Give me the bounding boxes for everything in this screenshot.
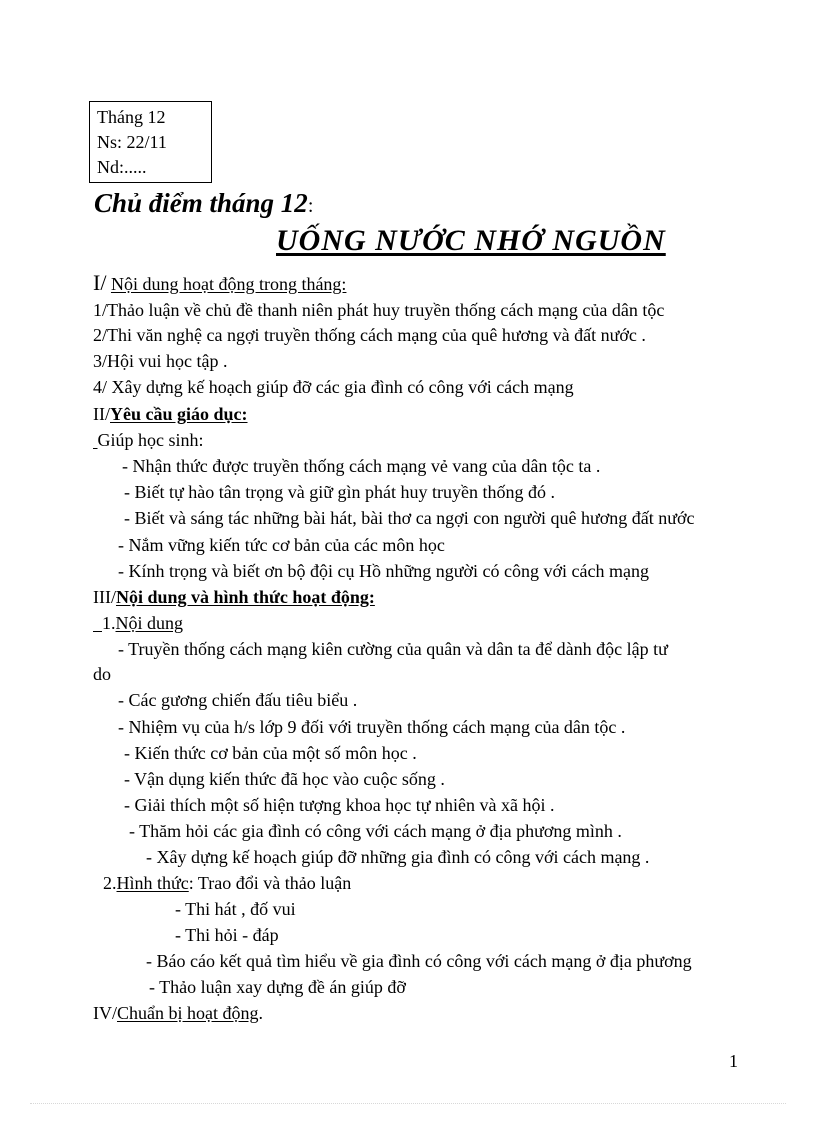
content-item: - Truyền thống cách mạng kiên cường của quân và dân ta để dành độc lập tư — [118, 639, 668, 659]
content-item: - Giải thích một số hiện tượng khoa học tự nhiên và xã hội . — [124, 795, 555, 815]
nd-label: Nd:..... — [97, 157, 147, 177]
header-info-box — [89, 101, 212, 183]
section2-roman: II/ — [93, 404, 110, 424]
sub2-number: 2. — [103, 873, 117, 893]
section2-item: - Kính trọng và biết ơn bộ đội cụ Hồ những người có công với cách mạng — [118, 561, 649, 581]
section4-end: . — [258, 1003, 263, 1023]
subsection-form-heading — [103, 872, 351, 894]
section2-item: - Biết tự hào tân trọng và giữ gìn phát huy truyền thống đó . — [124, 482, 555, 502]
content-item: do — [93, 664, 111, 684]
section2-item: - Nhận thức được truyền thống cách mạng vẻ vang của dân tộc ta . — [122, 456, 601, 476]
content-item: - Xây dựng kế hoạch giúp đỡ những gia đình có công với cách mạng . — [146, 847, 650, 867]
ns-label: Ns: 22/11 — [97, 132, 167, 152]
theme-colon: : — [307, 195, 314, 217]
section1-item: 3/Hội vui học tập . — [93, 351, 228, 371]
section1-item: 1/Thảo luận về chủ đề thanh niên phát huy truyền thống cách mạng của dân tộc — [93, 300, 665, 320]
subsection-content-heading — [93, 612, 183, 634]
sub1-label: Nội dung — [115, 613, 183, 633]
section4-roman: IV/ — [93, 1003, 117, 1023]
section2-item: - Nắm vững kiến tức cơ bản của các môn học — [118, 535, 445, 555]
section4-heading — [93, 1002, 263, 1024]
form-item: - Thi hỏi - đáp — [175, 925, 279, 945]
section3-heading — [93, 586, 375, 608]
content-item: - Thăm hỏi các gia đình có công với cách mạng ở địa phương mình . — [129, 821, 622, 841]
form-item: - Thảo luận xay dựng đề án giúp đỡ — [149, 977, 406, 997]
sub2-rest: : Trao đổi và thảo luận — [188, 873, 352, 893]
content-item: - Các gương chiến đấu tiêu biểu . — [118, 690, 358, 710]
month-label: Tháng 12 — [97, 107, 166, 127]
section3-roman: III/ — [93, 587, 116, 607]
section4-title: Chuẩn bị hoạt động — [117, 1003, 259, 1023]
section3-title: Nội dung và hình thức hoạt động: — [115, 587, 375, 607]
section1-item: 2/Thi văn nghệ ca ngợi truyền thống cách mạng của quê hương và đất nước . — [93, 325, 646, 345]
section2-intro — [93, 429, 204, 451]
section1-heading — [93, 272, 346, 295]
content-item: - Nhiệm vụ của h/s lớp 9 đối với truyền thống cách mạng của dân tộc . — [118, 717, 626, 737]
section1-item: 4/ Xây dựng kế hoạch giúp đỡ các gia đình có công với cách mạng — [93, 377, 574, 397]
section2-intro-text: Giúp học sinh: — [97, 430, 204, 450]
theme-label: Chủ điểm tháng 12 — [94, 188, 308, 218]
section1-roman: I/ — [93, 270, 107, 295]
page-number: 1 — [729, 1051, 738, 1071]
form-item: - Thi hát , đố vui — [175, 899, 296, 919]
form-item: - Báo cáo kết quả tìm hiểu về gia đình có công với cách mạng ở địa phương — [146, 951, 692, 971]
content-item: - Kiến thức cơ bản của một số môn học . — [124, 743, 417, 763]
sub1-number: 1. — [102, 613, 116, 633]
theme-heading — [94, 188, 313, 219]
section1-title: Nội dung hoạt động trong tháng: — [110, 274, 347, 294]
footer-divider — [30, 1103, 786, 1104]
sub2-label: Hình thức — [116, 873, 189, 893]
page-title: UỐNG NƯỚC NHỚ NGUỒN — [276, 224, 666, 257]
section2-heading — [93, 403, 248, 425]
section2-item: - Biết và sáng tác những bài hát, bài thơ ca ngợi con người quê hương đất nước — [124, 508, 695, 528]
section2-title: Yêu cầu giáo dục: — [110, 404, 248, 424]
content-item: - Vận dụng kiến thức đã học vào cuộc sống . — [124, 769, 445, 789]
